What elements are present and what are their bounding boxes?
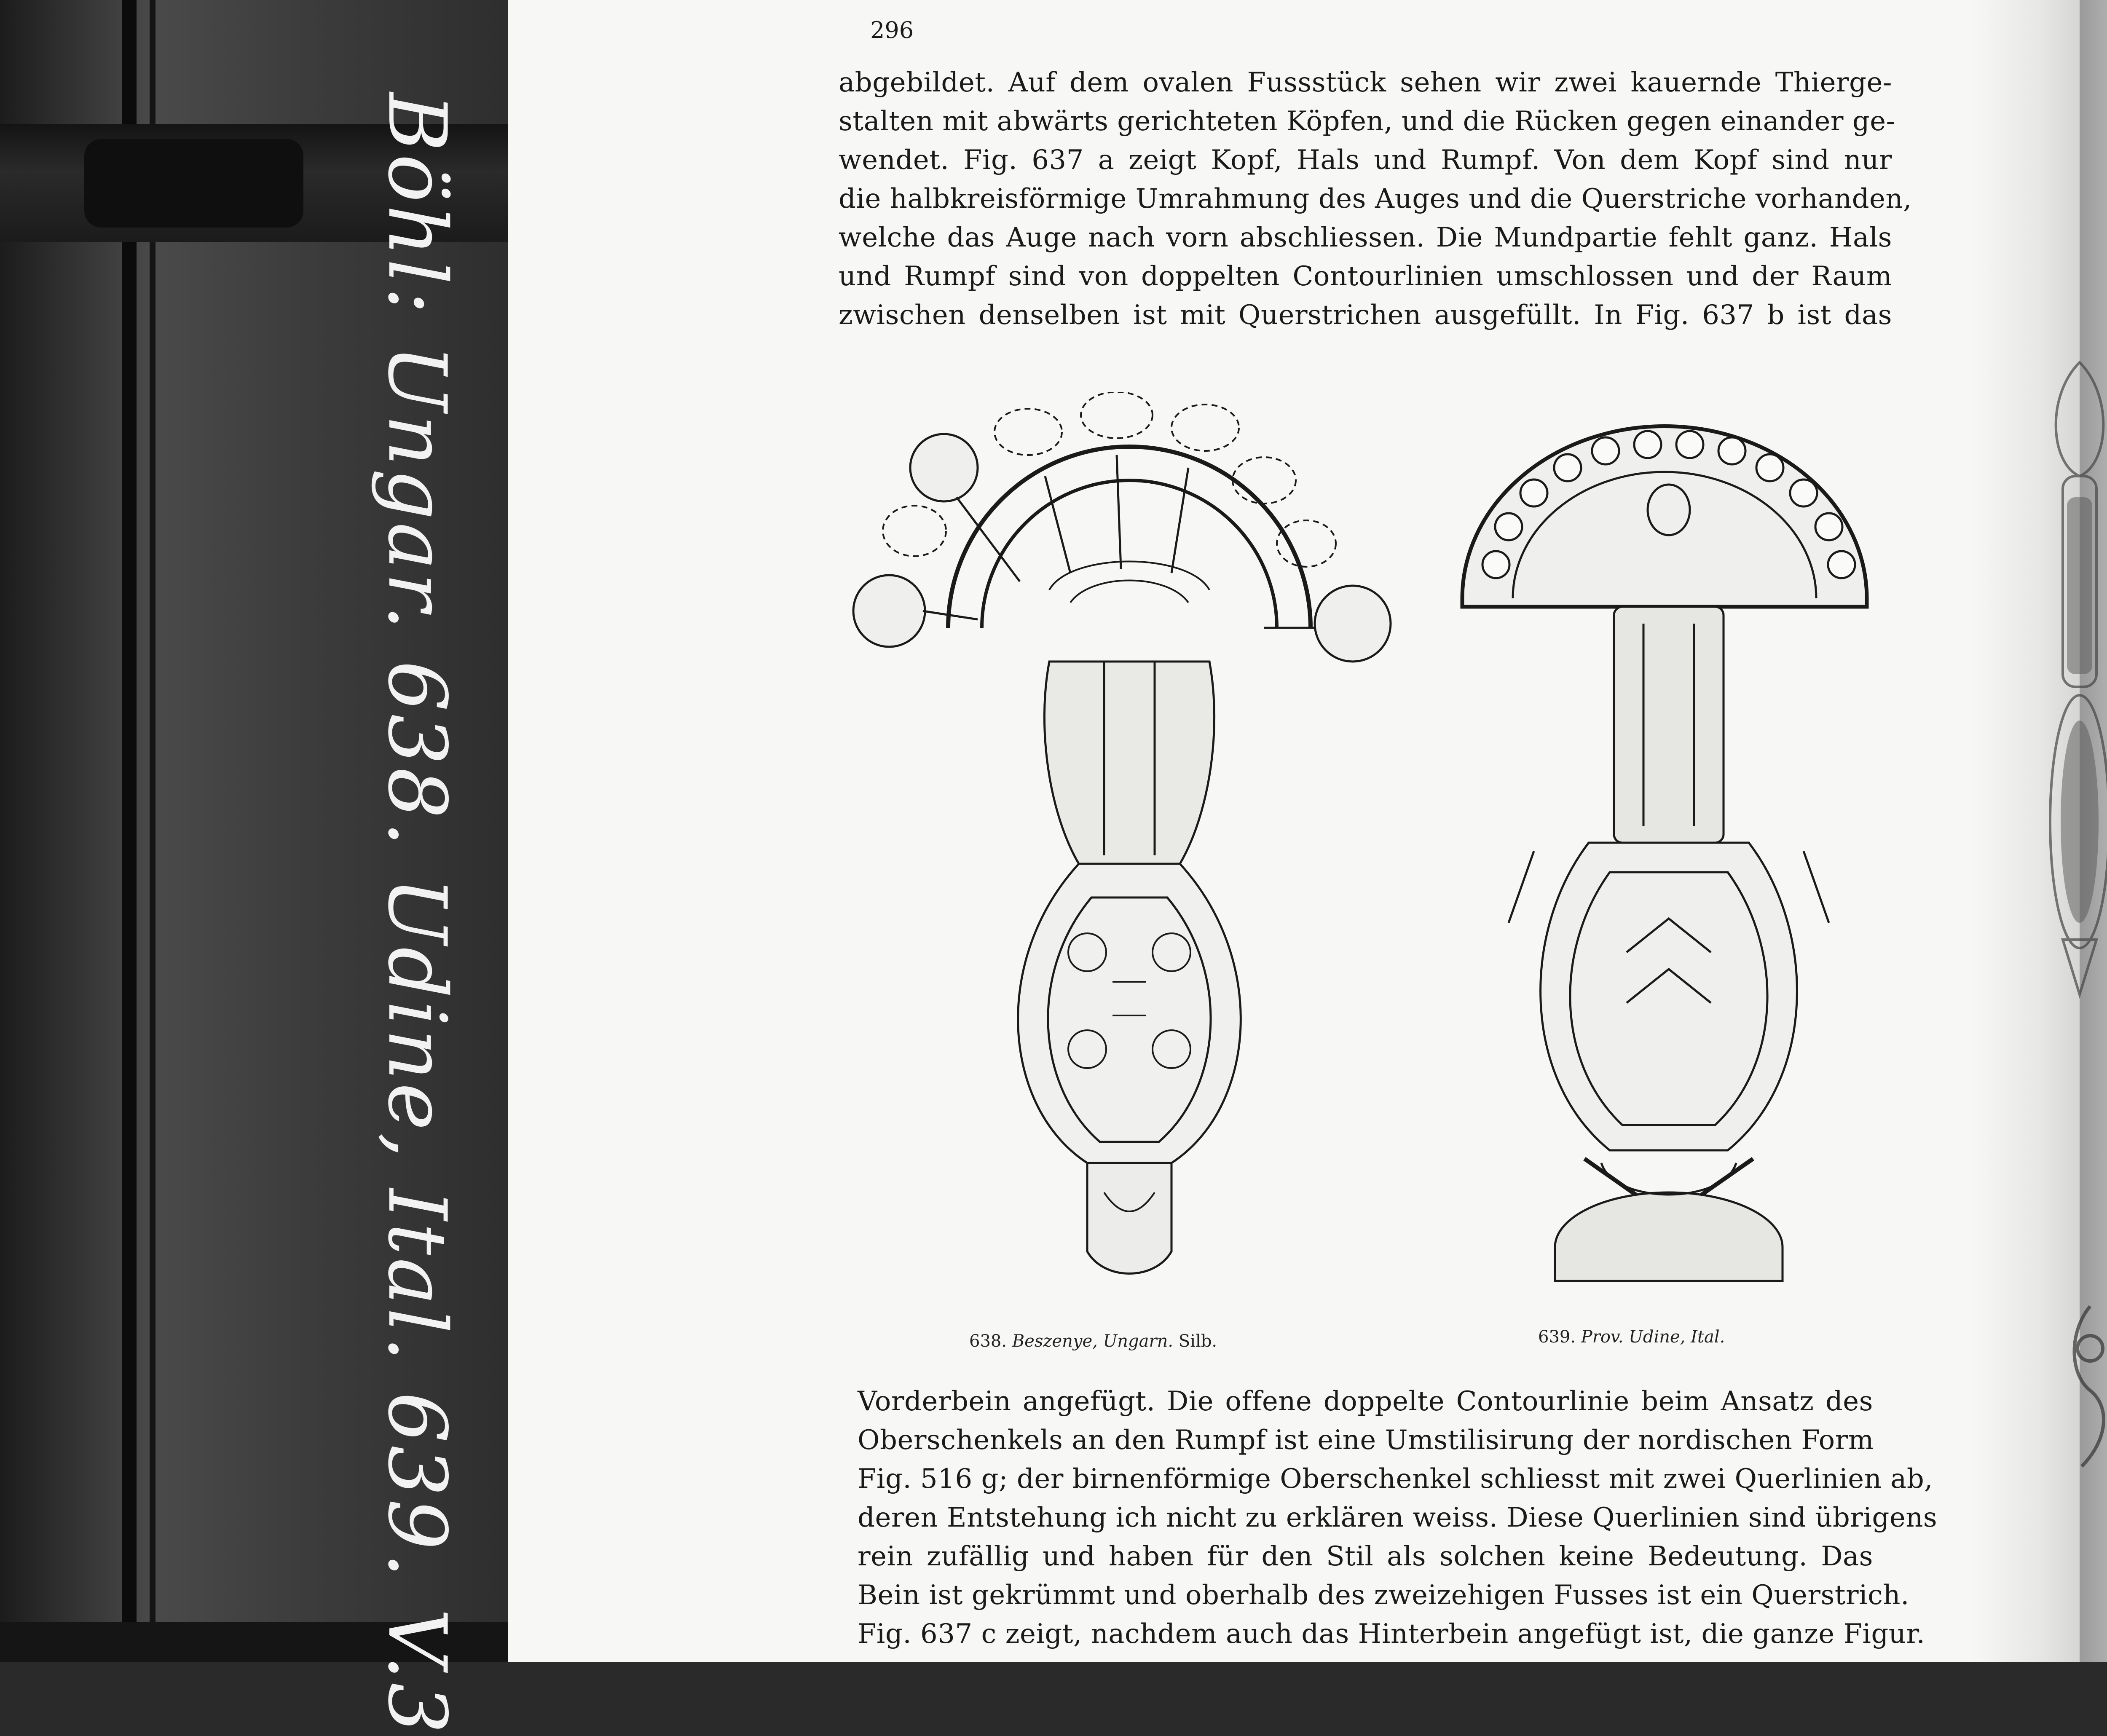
facing-page-fibula-drawing [2037,337,2107,1011]
figure-location: Prov. Udine, Ital. [1581,1327,1725,1347]
plate-rail-secondary [150,0,155,1662]
page-number: 296 [870,17,914,43]
text-line: Vorderbein angefügt. Die offene doppelte Contourlinie beim Ansatz des [858,1386,1873,1417]
text-line: wendet. Fig. 637 a zeigt Kopf, Hals und Rumpf. Von dem Kopf sind nur [839,145,1892,176]
bottom-paragraph [858,1382,1938,1653]
text-line: welche das Auge nach vorn abschliessen. Die Mundpartie fehlt ganz. Hals [839,222,1892,253]
figure-material: Silb. [1178,1331,1217,1351]
text-line: rein zufällig und haben für den Stil als solchen keine Bedeutung. Das [858,1541,1873,1572]
text-line: Bein ist gekrümmt und oberhalb des zweizehigen Fusses ist ein Querstrich. [858,1580,1909,1611]
figure-location: Beszenye, Ungarn. [1012,1331,1174,1351]
text-line: und Rumpf sind von doppelten Contourlinien umschlossen und der Raum [839,261,1892,292]
figure-number: 639. [1538,1327,1576,1347]
figure-number: 638. [969,1331,1007,1351]
text-line: Fig. 637 c zeigt, nachdem auch das Hinterbein angefügt ist, die ganze Figur. [858,1618,1925,1650]
facing-page-small-drawing [2065,1298,2107,1475]
text-line: Oberschenkels an den Rumpf ist eine Umstilisirung der nordischen Form [858,1425,1874,1456]
plate-rail [122,0,137,1662]
text-line: stalten mit abwärts gerichteten Köpfen, und die Rücken gegen einander ge- [839,106,1895,137]
text-line: deren Entstehung ich nicht zu erklären weiss. Diese Querlinien sind übrigens [858,1502,1938,1533]
text-line: Fig. 516 g; der birnenförmige Oberschenkel schliesst mit zwei Querlinien ab, [858,1463,1933,1495]
top-clip-knob [84,139,303,228]
top-paragraph [839,63,1912,335]
text-line: abgebildet. Auf dem ovalen Fussstück sehen wir zwei kauernde Thierge- [839,67,1892,98]
fibula-drawing-639 [1445,405,1892,1310]
text-line: die halbkreisförmige Umrahmung des Auges und die Querstriche vorhanden, [839,183,1912,214]
figure-caption-638 [969,1331,1217,1351]
fibula-drawing-638 [851,392,1433,1302]
figure-caption-639 [1538,1327,1725,1347]
handwritten-label: Böhl: Ungar. 638. Udine, Ital. 639. V.3 [370,93,464,1736]
text-line: zwischen denselben ist mit Querstrichen ausgefüllt. In Fig. 637 b ist das [839,300,1892,331]
